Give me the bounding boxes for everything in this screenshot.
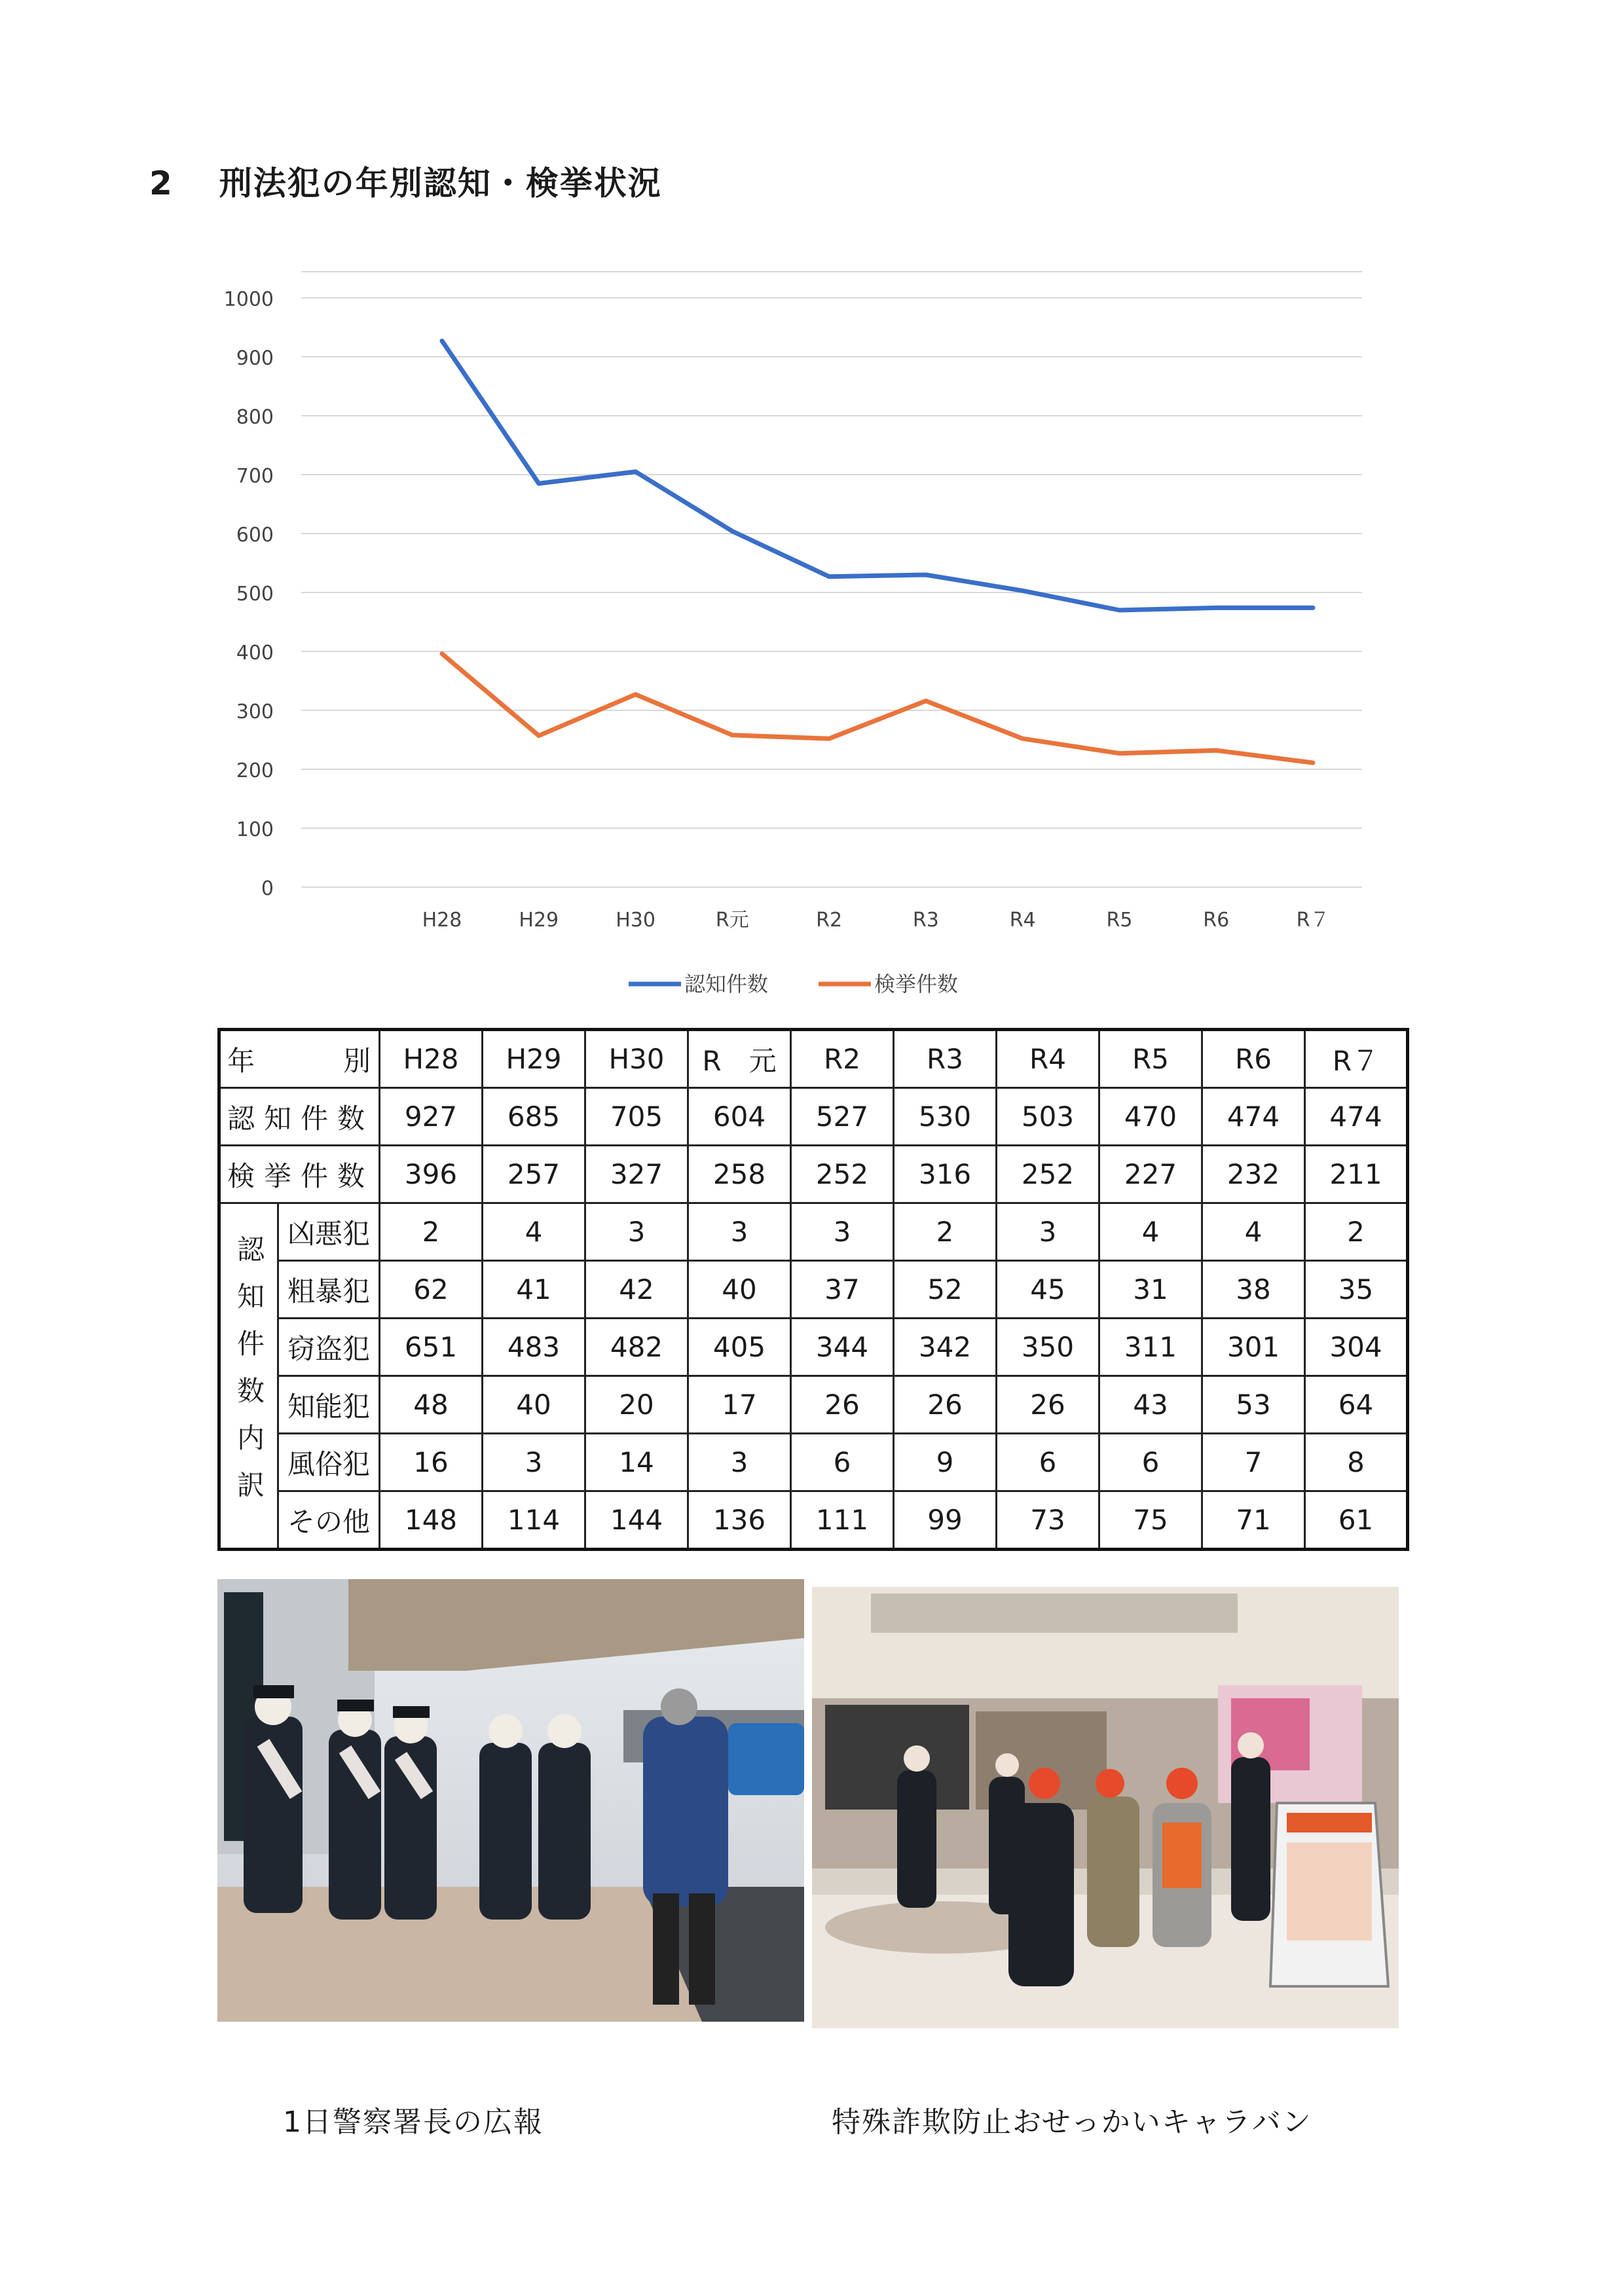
y-tick-label: 100: [236, 818, 274, 841]
breakdown-row: [219, 1203, 1408, 1261]
header-year-cell: R3: [894, 1030, 997, 1088]
table-cell: 483: [483, 1319, 585, 1376]
table-cell: 71: [1202, 1491, 1305, 1550]
section-heading: 刑法犯の年別認知・検挙状況: [219, 164, 662, 202]
table-cell: 252: [791, 1146, 894, 1203]
header-year-cell: R4: [997, 1030, 1099, 1088]
table-cell: 3: [483, 1434, 585, 1491]
data-point: [827, 575, 831, 579]
data-point: [440, 339, 444, 343]
breakdown-label: 窃盗犯: [278, 1319, 380, 1376]
table-cell: 2: [380, 1203, 483, 1261]
data-point: [1117, 752, 1121, 756]
table-cell: 311: [1099, 1319, 1202, 1376]
table-cell: 258: [688, 1146, 791, 1203]
table-cell: 114: [483, 1491, 585, 1550]
table-cell: 470: [1099, 1088, 1202, 1146]
table-cell: 4: [1202, 1203, 1305, 1261]
data-point: [730, 529, 734, 533]
breakdown-row: [219, 1261, 1408, 1319]
breakdown-row: [219, 1491, 1408, 1550]
data-point: [827, 737, 831, 740]
table-cell: 350: [997, 1319, 1099, 1376]
table-cell: 257: [483, 1146, 585, 1203]
table-cell: 26: [791, 1376, 894, 1434]
x-tick-label: R6: [1203, 909, 1230, 932]
breakdown-row: [219, 1319, 1408, 1376]
breakdown-label: 知能犯: [278, 1376, 380, 1434]
data-point: [924, 699, 928, 703]
x-tick-label: R4: [1009, 909, 1036, 932]
section-title: [149, 157, 662, 204]
table-cell: 474: [1202, 1088, 1305, 1146]
table-cell: 3: [688, 1434, 791, 1491]
legend-label: 認知件数: [684, 972, 769, 996]
x-tick-label: H28: [422, 909, 462, 932]
breakdown-label: その他: [278, 1491, 380, 1550]
table-cell: 604: [688, 1088, 791, 1146]
table-cell: 344: [791, 1319, 894, 1376]
breakdown-row: [219, 1376, 1408, 1434]
data-point: [537, 482, 541, 486]
table-cell: 14: [585, 1434, 688, 1491]
x-tick-label: H30: [616, 909, 655, 932]
x-tick-label: R2: [816, 909, 843, 932]
table-cell: 17: [688, 1376, 791, 1434]
table-cell: 31: [1099, 1261, 1202, 1319]
table-row: [219, 1088, 1408, 1146]
table-cell: 99: [894, 1491, 997, 1550]
table-cell: 530: [894, 1088, 997, 1146]
table-cell: 316: [894, 1146, 997, 1203]
table-cell: 61: [1305, 1491, 1408, 1550]
table-cell: 26: [894, 1376, 997, 1434]
table-cell: 64: [1305, 1376, 1408, 1434]
data-point: [1311, 761, 1315, 765]
y-tick-label: 600: [236, 524, 274, 547]
table-cell: 6: [791, 1434, 894, 1491]
data-point: [730, 733, 734, 737]
legend-label: 検挙件数: [874, 972, 959, 996]
section-number: 2: [149, 164, 174, 202]
header-label-left: 年: [227, 1044, 255, 1077]
data-point: [537, 734, 541, 738]
table-cell: 232: [1202, 1146, 1305, 1203]
breakdown-label: 粗暴犯: [278, 1261, 380, 1319]
x-tick-label: R元: [715, 909, 749, 932]
breakdown-label: 風俗犯: [278, 1434, 380, 1491]
header-year-cell: R5: [1099, 1030, 1202, 1088]
table-cell: 20: [585, 1376, 688, 1434]
data-point: [1311, 606, 1315, 610]
y-axis-ticks: [224, 288, 274, 900]
header-year-cell: H29: [483, 1030, 585, 1088]
table-cell: 45: [997, 1261, 1099, 1319]
table-cell: 26: [997, 1376, 1099, 1434]
table-cell: 327: [585, 1146, 688, 1203]
header-year-cell: R2: [791, 1030, 894, 1088]
x-tick-label: R5: [1106, 909, 1133, 932]
table-cell: 304: [1305, 1319, 1408, 1376]
row-label: 検挙件数: [219, 1146, 380, 1203]
data-point: [1021, 737, 1025, 740]
table-cell: 527: [791, 1088, 894, 1146]
header-year-cell: R７: [1305, 1030, 1408, 1088]
x-axis-ticks: [422, 909, 1330, 932]
table-cell: 111: [791, 1491, 894, 1550]
data-point: [1214, 748, 1218, 752]
table-cell: 3: [585, 1203, 688, 1261]
table-cell: 685: [483, 1088, 585, 1146]
table-cell: 40: [483, 1376, 585, 1434]
photo-fraud-prevention-caravan: [812, 1587, 1399, 2028]
table-header-row: [219, 1030, 1408, 1088]
data-point: [1214, 606, 1218, 610]
header-year-cell: R 元: [688, 1030, 791, 1088]
row-label: 認知件数: [219, 1088, 380, 1146]
table-cell: 3: [688, 1203, 791, 1261]
table-cell: 53: [1202, 1376, 1305, 1434]
table-cell: 396: [380, 1146, 483, 1203]
table-cell: 6: [1099, 1434, 1202, 1491]
chart-series: [440, 339, 1315, 765]
table-cell: 62: [380, 1261, 483, 1319]
caption-photo-1: 1日警察署長の広報: [283, 2105, 544, 2139]
table-cell: 38: [1202, 1261, 1305, 1319]
data-point: [634, 470, 638, 474]
table-cell: 8: [1305, 1434, 1408, 1491]
series-line-0: [442, 341, 1313, 610]
header-year-cell: H28: [380, 1030, 483, 1088]
table-cell: 2: [894, 1203, 997, 1261]
x-tick-label: R3: [912, 909, 939, 932]
data-point: [440, 652, 444, 656]
table-cell: 4: [1099, 1203, 1202, 1261]
table-cell: 9: [894, 1434, 997, 1491]
breakdown-group-label: 認知件数内訳: [219, 1203, 278, 1550]
data-point: [924, 573, 928, 577]
table-cell: 7: [1202, 1434, 1305, 1491]
table-cell: 35: [1305, 1261, 1408, 1319]
breakdown-label: 凶悪犯: [278, 1203, 380, 1261]
chart-legend: [629, 972, 958, 996]
header-label-right: 別: [342, 1044, 371, 1077]
data-point: [1021, 589, 1025, 592]
table-cell: 474: [1305, 1088, 1408, 1146]
table-cell: 37: [791, 1261, 894, 1319]
table-cell: 2: [1305, 1203, 1408, 1261]
table-cell: 301: [1202, 1319, 1305, 1376]
y-tick-label: 900: [236, 347, 274, 370]
x-tick-label: R７: [1296, 909, 1330, 932]
header-year-cell: R6: [1202, 1030, 1305, 1088]
table-cell: 73: [997, 1491, 1099, 1550]
y-tick-label: 400: [236, 642, 274, 665]
table-cell: 342: [894, 1319, 997, 1376]
table-cell: 405: [688, 1319, 791, 1376]
table-cell: 48: [380, 1376, 483, 1434]
table-cell: 6: [997, 1434, 1099, 1491]
table-cell: 144: [585, 1491, 688, 1550]
y-tick-label: 200: [236, 759, 274, 782]
table-cell: 43: [1099, 1376, 1202, 1434]
table-cell: 3: [997, 1203, 1099, 1261]
table-cell: 482: [585, 1319, 688, 1376]
header-year-cell: H30: [585, 1030, 688, 1088]
y-tick-label: 300: [236, 701, 274, 723]
table-cell: 148: [380, 1491, 483, 1550]
table-cell: 503: [997, 1088, 1099, 1146]
table-cell: 3: [791, 1203, 894, 1261]
table-cell: 136: [688, 1491, 791, 1550]
table-cell: 227: [1099, 1146, 1202, 1203]
table-cell: 40: [688, 1261, 791, 1319]
table-cell: 4: [483, 1203, 585, 1261]
photo-one-day-police-chief: [217, 1579, 804, 2022]
table-cell: 252: [997, 1146, 1099, 1203]
table-cell: 927: [380, 1088, 483, 1146]
data-point: [1117, 608, 1121, 612]
y-tick-label: 500: [236, 583, 274, 606]
line-chart: [196, 262, 1375, 1015]
caption-photo-2: 特殊詐欺防止おせっかいキャラバン: [832, 2105, 1312, 2139]
data-point: [634, 693, 638, 697]
x-tick-label: H29: [519, 909, 559, 932]
table-cell: 41: [483, 1261, 585, 1319]
table-cell: 42: [585, 1261, 688, 1319]
table-cell: 651: [380, 1319, 483, 1376]
series-line-1: [442, 654, 1313, 763]
crime-statistics-table: [217, 1028, 1409, 1551]
table-cell: 75: [1099, 1491, 1202, 1550]
table-cell: 16: [380, 1434, 483, 1491]
y-tick-label: 0: [261, 877, 274, 900]
header-year-label: [219, 1030, 380, 1088]
y-tick-label: 800: [236, 406, 274, 429]
breakdown-row: [219, 1434, 1408, 1491]
y-tick-label: 700: [236, 465, 274, 488]
table-cell: 211: [1305, 1146, 1408, 1203]
y-tick-label: 1000: [223, 288, 274, 311]
table-row: [219, 1146, 1408, 1203]
table-cell: 705: [585, 1088, 688, 1146]
table-cell: 52: [894, 1261, 997, 1319]
